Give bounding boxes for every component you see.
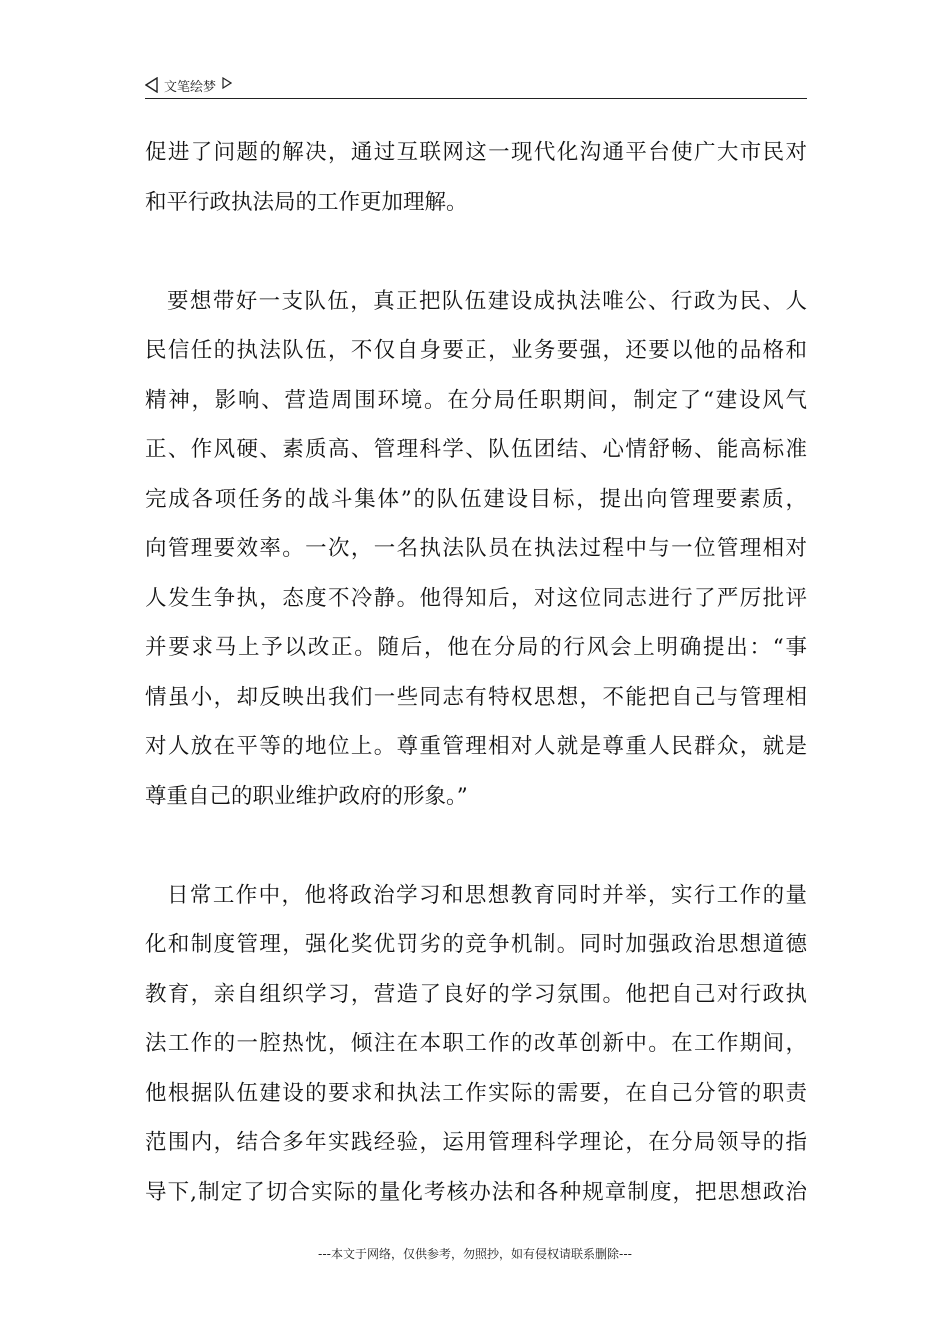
text-line: 正、作风硬、素质高、管理科学、队伍团结、心情舒畅、能高标准 [145,437,807,462]
text-line: 导下,制定了切合实际的量化考核办法和各种规章制度，把思想政治 [145,1179,807,1205]
text-line: 人发生争执，态度不冷静。他得知后，对这位同志进行了严厉批评 [145,585,807,611]
page-header [145,74,807,99]
triangle-right-icon [222,77,232,89]
text-line: 他根据队伍建设的要求和执法工作实际的需要，在自己分管的职责 [145,1080,807,1106]
triangle-left-icon [145,77,159,93]
text-line: 要想带好一支队伍，真正把队伍建设成执法唯公、行政为民、人 [167,288,807,314]
paragraph-gap [145,821,807,871]
text-line: 法工作的一腔热忱，倾注在本职工作的改革创新中。在工作期间， [145,1031,807,1056]
text-line: 情虽小，却反映出我们一些同志有特权思想，不能把自己与管理相 [145,684,807,710]
header-brand [145,76,232,94]
text-line: 化和制度管理，强化奖优罚劣的竞争机制。同时加强政治思想道德 [145,932,807,957]
text-line: 促进了问题的解决，通过互联网这一现代化沟通平台使广大市民对 [145,140,807,165]
text-line: 范围内，结合多年实践经验，运用管理科学理论，在分局领导的指 [145,1130,807,1155]
text-line: 精神，影响、营造周围环境。在分局任职期间，制定了“建设风气 [145,387,807,413]
text-line: 向管理要效率。一次，一名执法队员在执法过程中与一位管理相对 [145,536,807,561]
paragraph-gap [145,227,807,277]
document-body [145,128,807,1217]
header-title: 文笔绘梦 [164,79,217,95]
page-footer: ---本文于网络，仅供参考，勿照抄，如有侵权请联系删除--- [318,1247,632,1261]
text-line: 和平行政执法局的工作更加理解。 [145,189,468,215]
text-line: 并要求马上予以改正。随后，他在分局的行风会上明确提出：“事 [145,635,807,660]
text-line: 尊重自己的职业维护政府的形象。” [145,783,468,809]
text-line: 日常工作中，他将政治学习和思想教育同时并举，实行工作的量 [167,882,807,908]
text-line: 完成各项任务的战斗集体”的队伍建设目标，提出向管理要素质， [145,486,807,512]
text-line: 对人放在平等的地位上。尊重管理相对人就是尊重人民群众，就是 [145,734,807,759]
text-line: 教育，亲自组织学习，营造了良好的学习氛围。他把自己对行政执 [145,981,807,1007]
text-line: 民信任的执法队伍，不仅自身要正，业务要强，还要以他的品格和 [145,338,807,363]
